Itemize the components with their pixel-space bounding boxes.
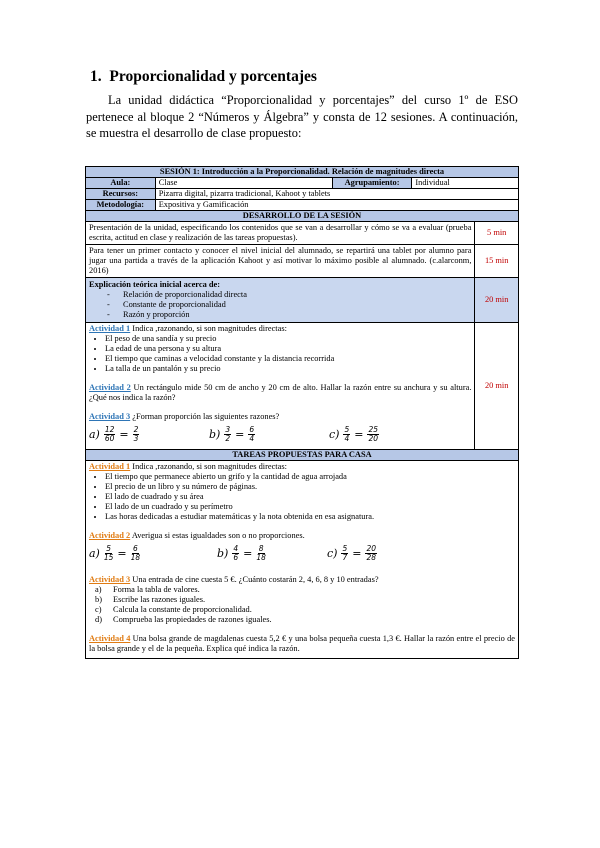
equation-letter: b) (217, 546, 229, 560)
numerator: 4 (233, 544, 239, 553)
tarea-3-list (89, 585, 515, 625)
list-item: - Constante de proporcionalidad (123, 300, 471, 310)
recursos-value: Pizarra digital, pizarra tradicional, Kahoot y tablets (155, 189, 518, 200)
desarrollo-row-text: Para tener un primer contacto y conocer el nivel inicial del alumnado, se repartirá una tablet por alumno para jugar una partida a través de la aplicación Kahoot y así motivar lo máximo posible al alumnado. (c.alarconm, 2016) (86, 245, 475, 278)
list-item: • La edad de una persona y su altura (105, 344, 471, 354)
list-item: • El lado de un cuadrado y su perímetro (105, 502, 515, 512)
numerator: 20 (366, 544, 376, 553)
explicacion-time: 20 min (475, 278, 519, 323)
list-item: - Razón y proporción (123, 310, 471, 320)
fraction (232, 545, 239, 562)
numerator: 6 (249, 425, 255, 434)
aula-label: Aula: (86, 178, 156, 189)
equation-letter: b) (209, 427, 221, 441)
fraction (133, 426, 140, 443)
list-text: Forma la tabla de valores. (113, 585, 200, 594)
session-title: SESIÓN 1: Introducción a la Proporcionalidad. Relación de magnitudes directa (86, 167, 519, 178)
activity-1 (89, 324, 471, 334)
tarea-4 (89, 634, 515, 654)
list-marker: c) (95, 605, 102, 614)
numerator: 3 (225, 425, 231, 434)
section-number: 1. (90, 68, 102, 85)
desarrollo-row-time: 15 min (475, 245, 519, 278)
numerator: 2 (133, 425, 139, 434)
agrupamiento-label: Agrupamiento: (332, 178, 412, 189)
equation-row (89, 541, 515, 566)
fraction (104, 426, 116, 443)
numerator: 6 (133, 544, 138, 553)
equation-letter: c) (329, 427, 340, 441)
denominator: 18 (256, 553, 266, 562)
equation-letter: a) (89, 546, 100, 560)
fraction (365, 545, 377, 562)
list-item: • El lado de cuadrado y su área (105, 492, 515, 502)
fraction (341, 545, 348, 562)
list-marker: b) (95, 595, 102, 604)
desarrollo-row-text: Presentación de la unidad, especificando los contenidos que se van a desarrollar y cómo se va a evaluar (prueba escrita, actitud en clase y realización de las tareas propuestas). (86, 222, 475, 245)
equation: c) $\frac{5}{4}$ = $\frac{25}{20}$ (329, 425, 378, 443)
list-item (95, 595, 515, 605)
equation: a) $\frac{12}{60}$ = $\frac{2}{3}$ (89, 425, 139, 443)
metodologia-label: Metodología: (86, 200, 156, 211)
activity-label: Actividad 1 (89, 324, 131, 333)
tarea-1 (89, 462, 515, 472)
intro-paragraph: La unidad didáctica “Proporcionalidad y porcentajes” del curso 1º de ESO pertenece al bloque 2 “Números y Álgebra” y consta de 12 sesiones. A continuación, se muestra el desarrollo de clase propuesto: (86, 93, 518, 140)
activities-time: 20 min (475, 323, 519, 450)
activity-label: Actividad 3 (89, 412, 131, 421)
activity-text: ¿Forman proporción las siguientes razones? (130, 412, 280, 421)
recursos-label: Recursos: (86, 189, 156, 200)
tarea-1-list (89, 472, 515, 522)
denominator: 20 (368, 434, 378, 443)
activity-text: Una bolsa grande de magdalenas cuesta 5,2 € y una bolsa pequeña cuesta 1,3 €. Hallar la razón entre el precio de la bolsa grande y el de la pequeña. Explica qué indica la razón. (89, 634, 515, 653)
aula-value: Clase (155, 178, 332, 189)
list-item (95, 615, 515, 625)
list-marker: d) (95, 615, 102, 624)
denominator: 4 (344, 434, 350, 443)
desarrollo-row-time: 5 min (475, 222, 519, 245)
list-marker: a) (95, 585, 102, 594)
activity-label: Actividad 4 (89, 634, 131, 643)
tareas-header: TAREAS PROPUESTAS PARA CASA (86, 450, 519, 461)
section-heading (90, 68, 317, 86)
fraction (248, 426, 255, 443)
activity-text: Indica ,razonando, si son magnitudes directas: (130, 324, 287, 333)
denominator: 7 (342, 553, 348, 562)
fraction (256, 545, 266, 562)
activity-label: Actividad 3 (89, 575, 131, 584)
equation: a) $\frac{5}{15}$ = $\frac{6}{18}$ (89, 544, 141, 562)
agrupamiento-value: Individual (412, 178, 519, 189)
fraction (131, 545, 141, 562)
denominator: 3 (133, 434, 139, 443)
desarrollo-header: DESARROLLO DE LA SESIÓN (86, 211, 519, 222)
denominator: 60 (104, 434, 115, 443)
activities-cell (86, 323, 475, 450)
list-item: • La talla de un pantalón y su precio (105, 364, 471, 374)
equation-row (89, 422, 471, 447)
list-text: Calcula la constante de proporcionalidad. (113, 605, 252, 614)
activity-text: Un rectángulo mide 50 cm de ancho y 20 cm de alto. Hallar la razón entre su anchura y su altura. ¿Qué nos indica la razón? (89, 383, 472, 402)
equation: b) $\frac{3}{2}$ = $\frac{6}{4}$ (209, 425, 255, 443)
equation-letter: c) (327, 546, 338, 560)
activity-label: Actividad 2 (89, 383, 131, 392)
list-item: - Relación de proporcionalidad directa (123, 290, 471, 300)
tareas-cell (86, 461, 519, 659)
numerator: 12 (104, 425, 115, 434)
list-item (95, 605, 515, 615)
tarea-2 (89, 531, 515, 541)
list-item: • El peso de una sandía y su precio (105, 334, 471, 344)
activity-text: Indica ,razonando, si son magnitudes directas: (130, 462, 287, 471)
denominator: 15 (103, 553, 114, 562)
explicacion-title: Explicación teórica inicial acerca de: (89, 280, 221, 289)
activity-text: Averigua si estas igualdades son o no proporciones. (130, 531, 305, 540)
list-item: • El tiempo que permanece abierto un grifo y la cantidad de agua arrojada (105, 472, 515, 482)
session-table (85, 166, 519, 659)
equation: c) $\frac{5}{7}$ = $\frac{20}{28}$ (327, 544, 376, 562)
list-item: • Las horas dedicadas a estudiar matemáticas y la nota obtenida en esa asignatura. (105, 512, 515, 522)
section-title: Proporcionalidad y porcentajes (109, 68, 317, 85)
numerator: 5 (344, 425, 350, 434)
activity-label: Actividad 2 (89, 531, 131, 540)
equation: b) $\frac{4}{6}$ = $\frac{8}{18}$ (217, 544, 266, 562)
activity-2 (89, 383, 471, 403)
fraction (104, 545, 114, 562)
equation-letter: a) (89, 427, 100, 441)
list-item (95, 585, 515, 595)
explicacion-list (89, 290, 471, 320)
activity-3 (89, 412, 471, 422)
fraction (367, 426, 379, 443)
numerator: 5 (106, 544, 112, 553)
explicacion-cell (86, 278, 475, 323)
list-text: Escribe las razones iguales. (113, 595, 206, 604)
fraction (224, 426, 231, 443)
list-item: • El precio de un libro y su número de páginas. (105, 482, 515, 492)
numerator: 5 (342, 544, 348, 553)
denominator: 18 (130, 553, 141, 562)
denominator: 6 (233, 553, 239, 562)
activity-1-list (89, 334, 471, 374)
fraction (343, 426, 350, 443)
metodologia-value: Expositiva y Gamificación (155, 200, 518, 211)
list-item: • El tiempo que caminas a velocidad constante y la distancia recorrida (105, 354, 471, 364)
denominator: 4 (249, 434, 255, 443)
denominator: 28 (366, 553, 376, 562)
numerator: 25 (368, 425, 378, 434)
tarea-3 (89, 575, 515, 585)
denominator: 2 (225, 434, 231, 443)
activity-text: Una entrada de cine cuesta 5 €. ¿Cuánto costarán 2, 4, 6, 8 y 10 entradas? (130, 575, 379, 584)
activity-label: Actividad 1 (89, 462, 131, 471)
numerator: 8 (258, 544, 264, 553)
list-text: Comprueba las propiedades de razones iguales. (113, 615, 272, 624)
